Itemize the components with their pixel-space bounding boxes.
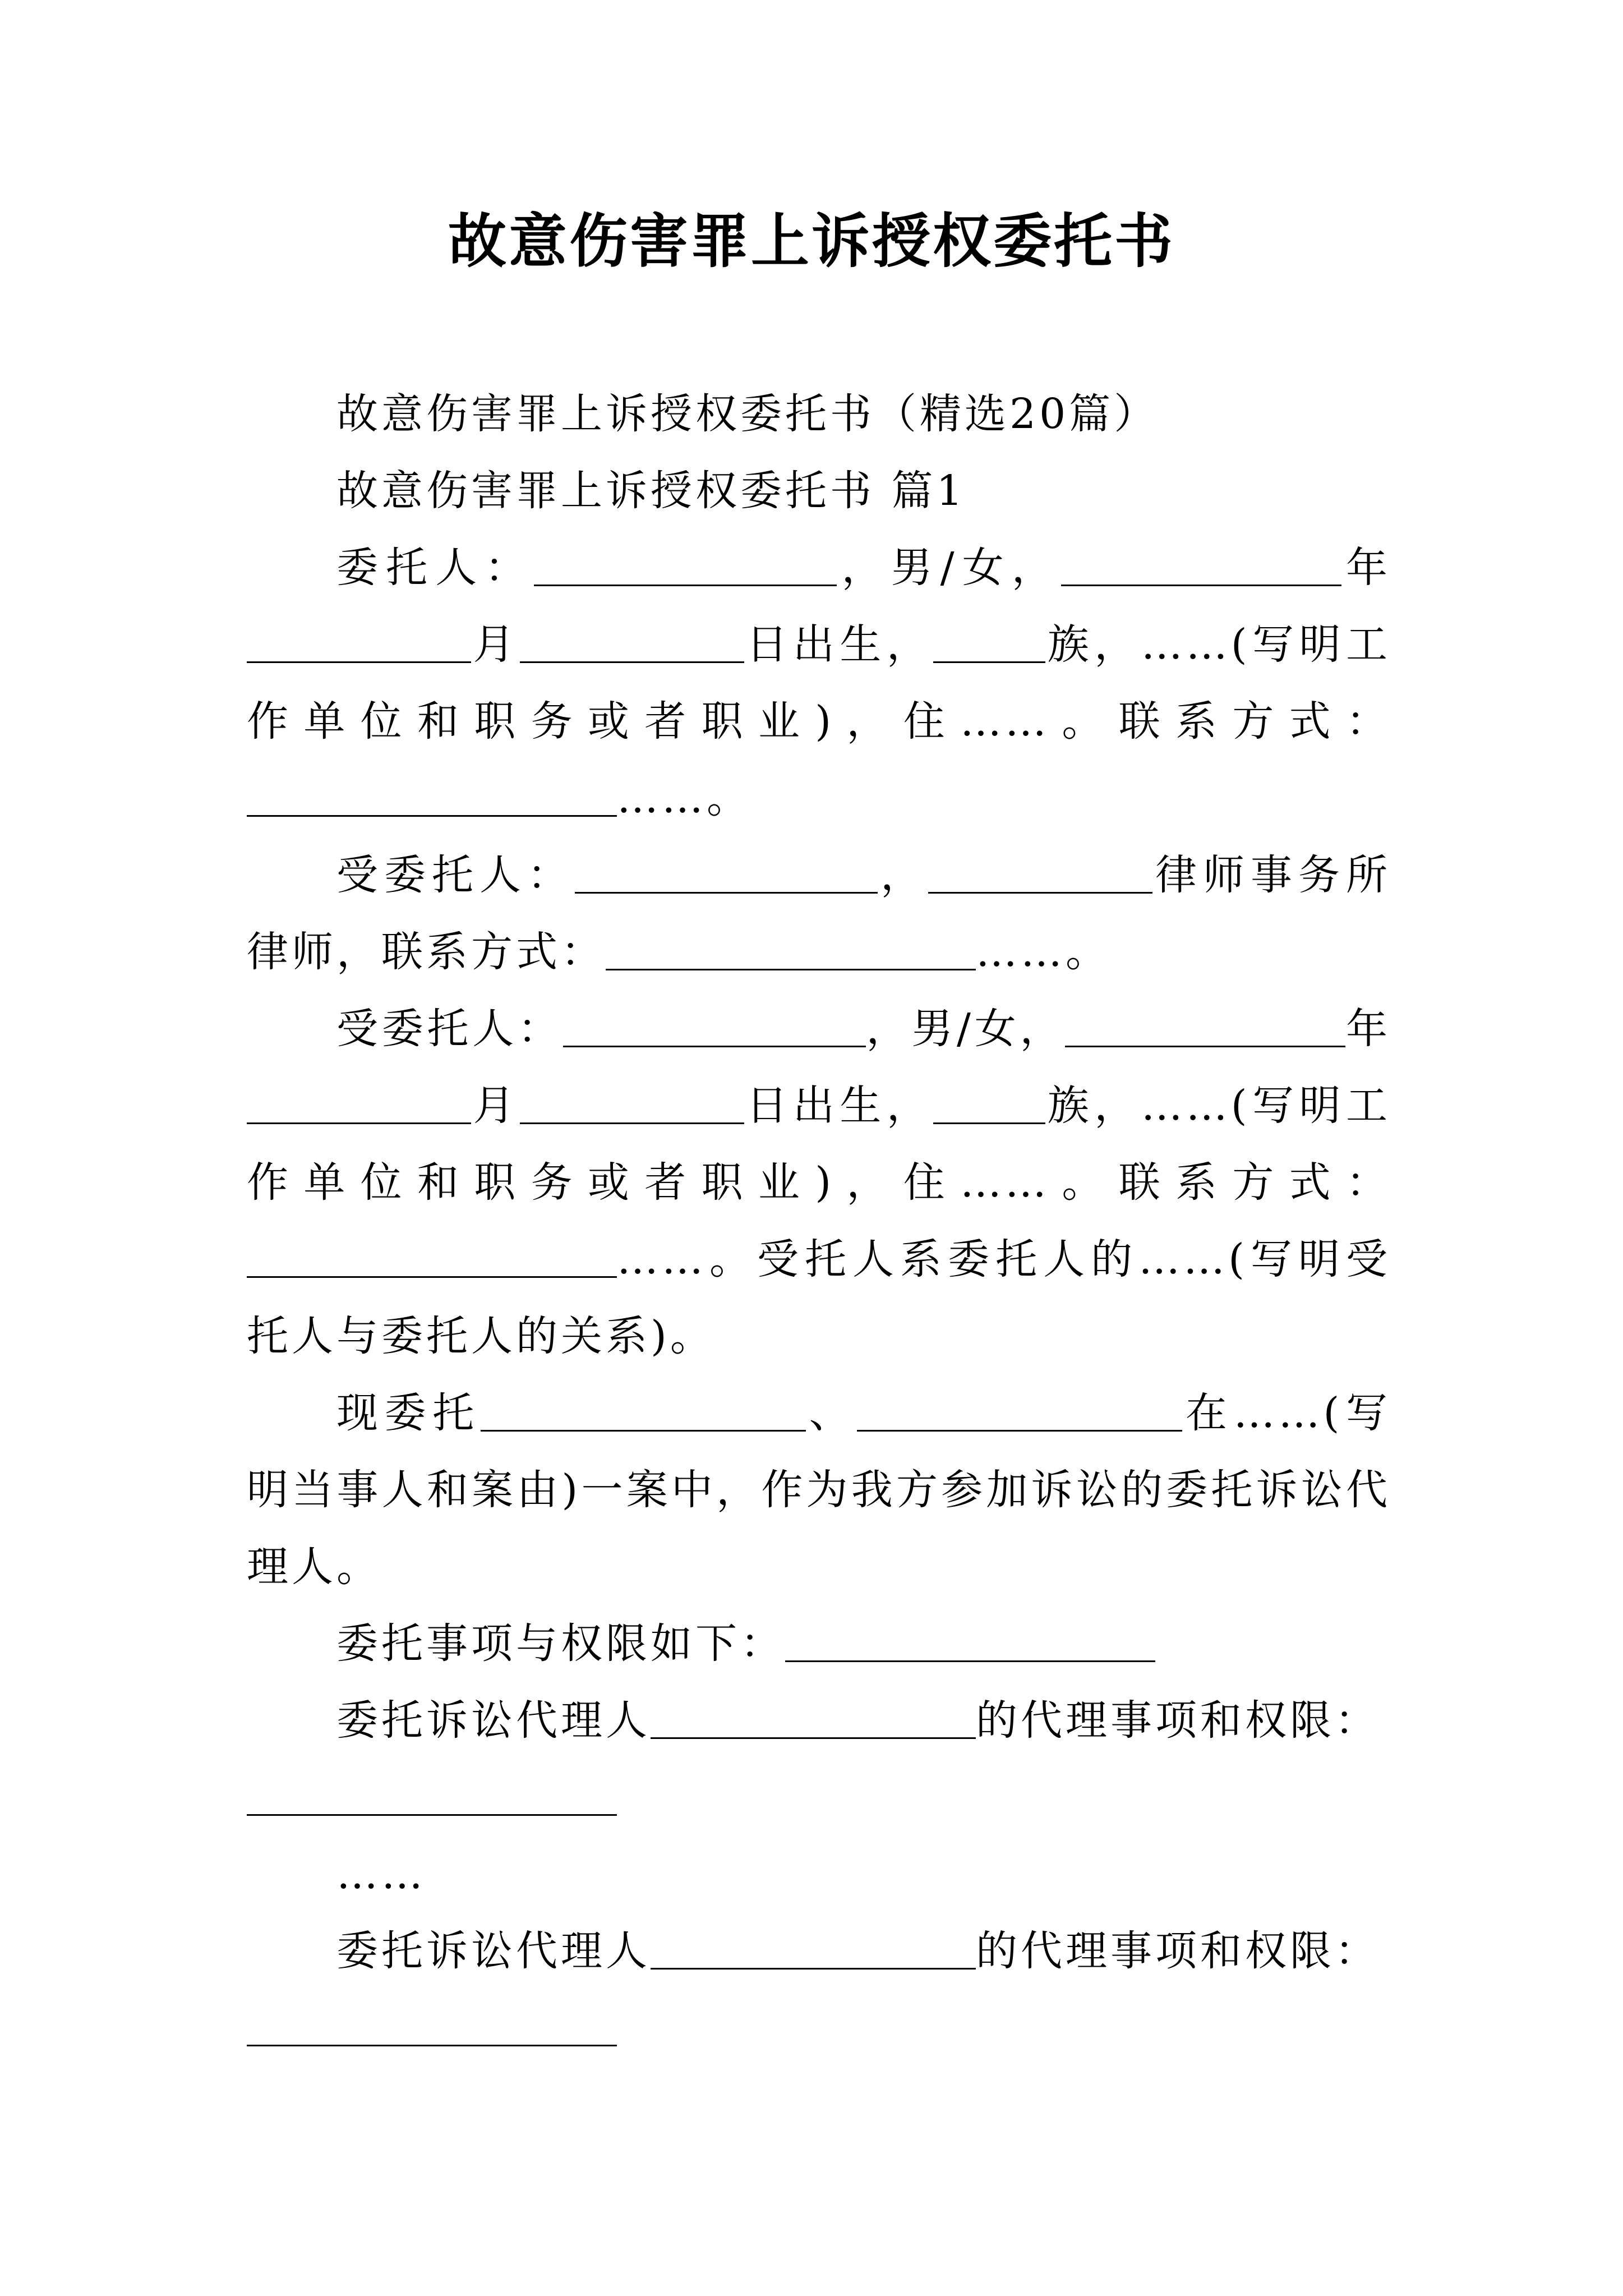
principal-year-blank[interactable]: [1061, 545, 1341, 586]
entrust-sep: 、: [805, 1389, 857, 1437]
section-heading: 故意伤害罪上诉授权委托书 篇1: [336, 467, 966, 515]
agent-person-year-blank[interactable]: [1065, 1006, 1345, 1047]
principal-ethnic-blank[interactable]: [933, 622, 1045, 663]
entrust-start: 现委托: [336, 1389, 481, 1437]
principal-label: 委托人：: [336, 544, 534, 592]
agent1-powers-start: 委托诉讼代理人: [336, 1696, 651, 1745]
principal-name-blank[interactable]: [534, 545, 837, 586]
principal-year-label: 年: [1341, 544, 1391, 592]
matters-text: 委托事项与权限如下：: [336, 1619, 785, 1668]
agent1-powers-line: [247, 1759, 1391, 1836]
agent-lawyer-name-blank[interactable]: [575, 853, 878, 894]
subtitle: 故意伤害罪上诉授权委托书（精选20篇）: [336, 390, 1159, 438]
paragraph-agent-lawyer: [247, 837, 1391, 991]
agent-person-sex: ，男/女，: [865, 1005, 1066, 1053]
entrust-agent1-blank[interactable]: [481, 1391, 806, 1432]
agent2-powers-line: [247, 1990, 1391, 2067]
principal-sex: ，男/女，: [837, 544, 1061, 592]
agent-person-month-label: 月: [471, 1082, 520, 1130]
agent2-powers-name-blank[interactable]: [651, 1929, 976, 1970]
principal-contact-blank[interactable]: [247, 776, 617, 817]
agent2-powers-start: 委托诉讼代理人: [336, 1927, 651, 1975]
agent1-powers-name-blank[interactable]: [651, 1698, 976, 1739]
agent-person-end: ……。受托人系委托人的……(写明受托人与委托人的关系)。: [247, 1235, 1391, 1360]
agent-person-name-blank[interactable]: [563, 1006, 866, 1047]
agent-person-label: 受委托人：: [336, 1005, 563, 1053]
agent2-powers-blank[interactable]: [247, 2005, 617, 2046]
paragraph-entrust: [247, 1375, 1391, 1605]
agent-lawyer-comma: ，: [878, 851, 928, 899]
matters-blank[interactable]: [785, 1621, 1155, 1662]
agent-lawyer-end: ……。: [976, 928, 1110, 976]
paragraph-agent1-powers: [247, 1682, 1391, 1759]
paragraph-agent-person: [247, 991, 1391, 1375]
agent-lawyer-contact-blank[interactable]: [606, 930, 976, 970]
agent-person-day-blank[interactable]: [520, 1083, 744, 1124]
agent1-powers-end: 的代理事项和权限：: [976, 1696, 1380, 1745]
agent-lawyer-firm-text: 律师事务所律师，联系方式：: [247, 851, 1391, 976]
agent-person-year-label: 年: [1345, 1005, 1391, 1053]
paragraph-principal: [247, 530, 1391, 837]
agent-person-day-label: 日出生，: [744, 1082, 934, 1130]
entrust-agent2-blank[interactable]: [857, 1391, 1182, 1432]
document-title: 故意伤害罪上诉授权委托书: [448, 206, 1175, 275]
agent-person-ethnic-blank[interactable]: [933, 1083, 1045, 1124]
paragraph-agent2-powers: [247, 1913, 1391, 1990]
agent1-powers-blank[interactable]: [247, 1775, 617, 1816]
paragraph-ellipsis: ……: [336, 1850, 426, 1898]
principal-month-blank[interactable]: [247, 622, 471, 663]
document-body: [247, 376, 1391, 2067]
paragraph-matters: [247, 1605, 1391, 1682]
entrust-end: 在……(写明当事人和案由)一案中，作为我方参加诉讼的委托诉讼代理人。: [247, 1389, 1391, 1591]
principal-month-label: 月: [471, 620, 520, 669]
agent-lawyer-label: 受委托人：: [336, 851, 575, 899]
agent-person-contact-blank[interactable]: [247, 1237, 617, 1278]
principal-day-blank[interactable]: [520, 622, 744, 663]
agent-person-ethnic-text: 族，……(写明工作单位和职务或者职业)，住……。联系方式：: [247, 1082, 1391, 1207]
agent2-powers-end: 的代理事项和权限：: [976, 1927, 1380, 1975]
principal-end: ……。: [617, 774, 751, 822]
agent-person-month-blank[interactable]: [247, 1083, 471, 1124]
principal-ethnic-text: 族，……(写明工作单位和职务或者职业)，住……。联系方式：: [247, 620, 1391, 746]
agent-lawyer-firm-blank[interactable]: [928, 853, 1152, 894]
principal-day-label: 日出生，: [744, 620, 934, 669]
